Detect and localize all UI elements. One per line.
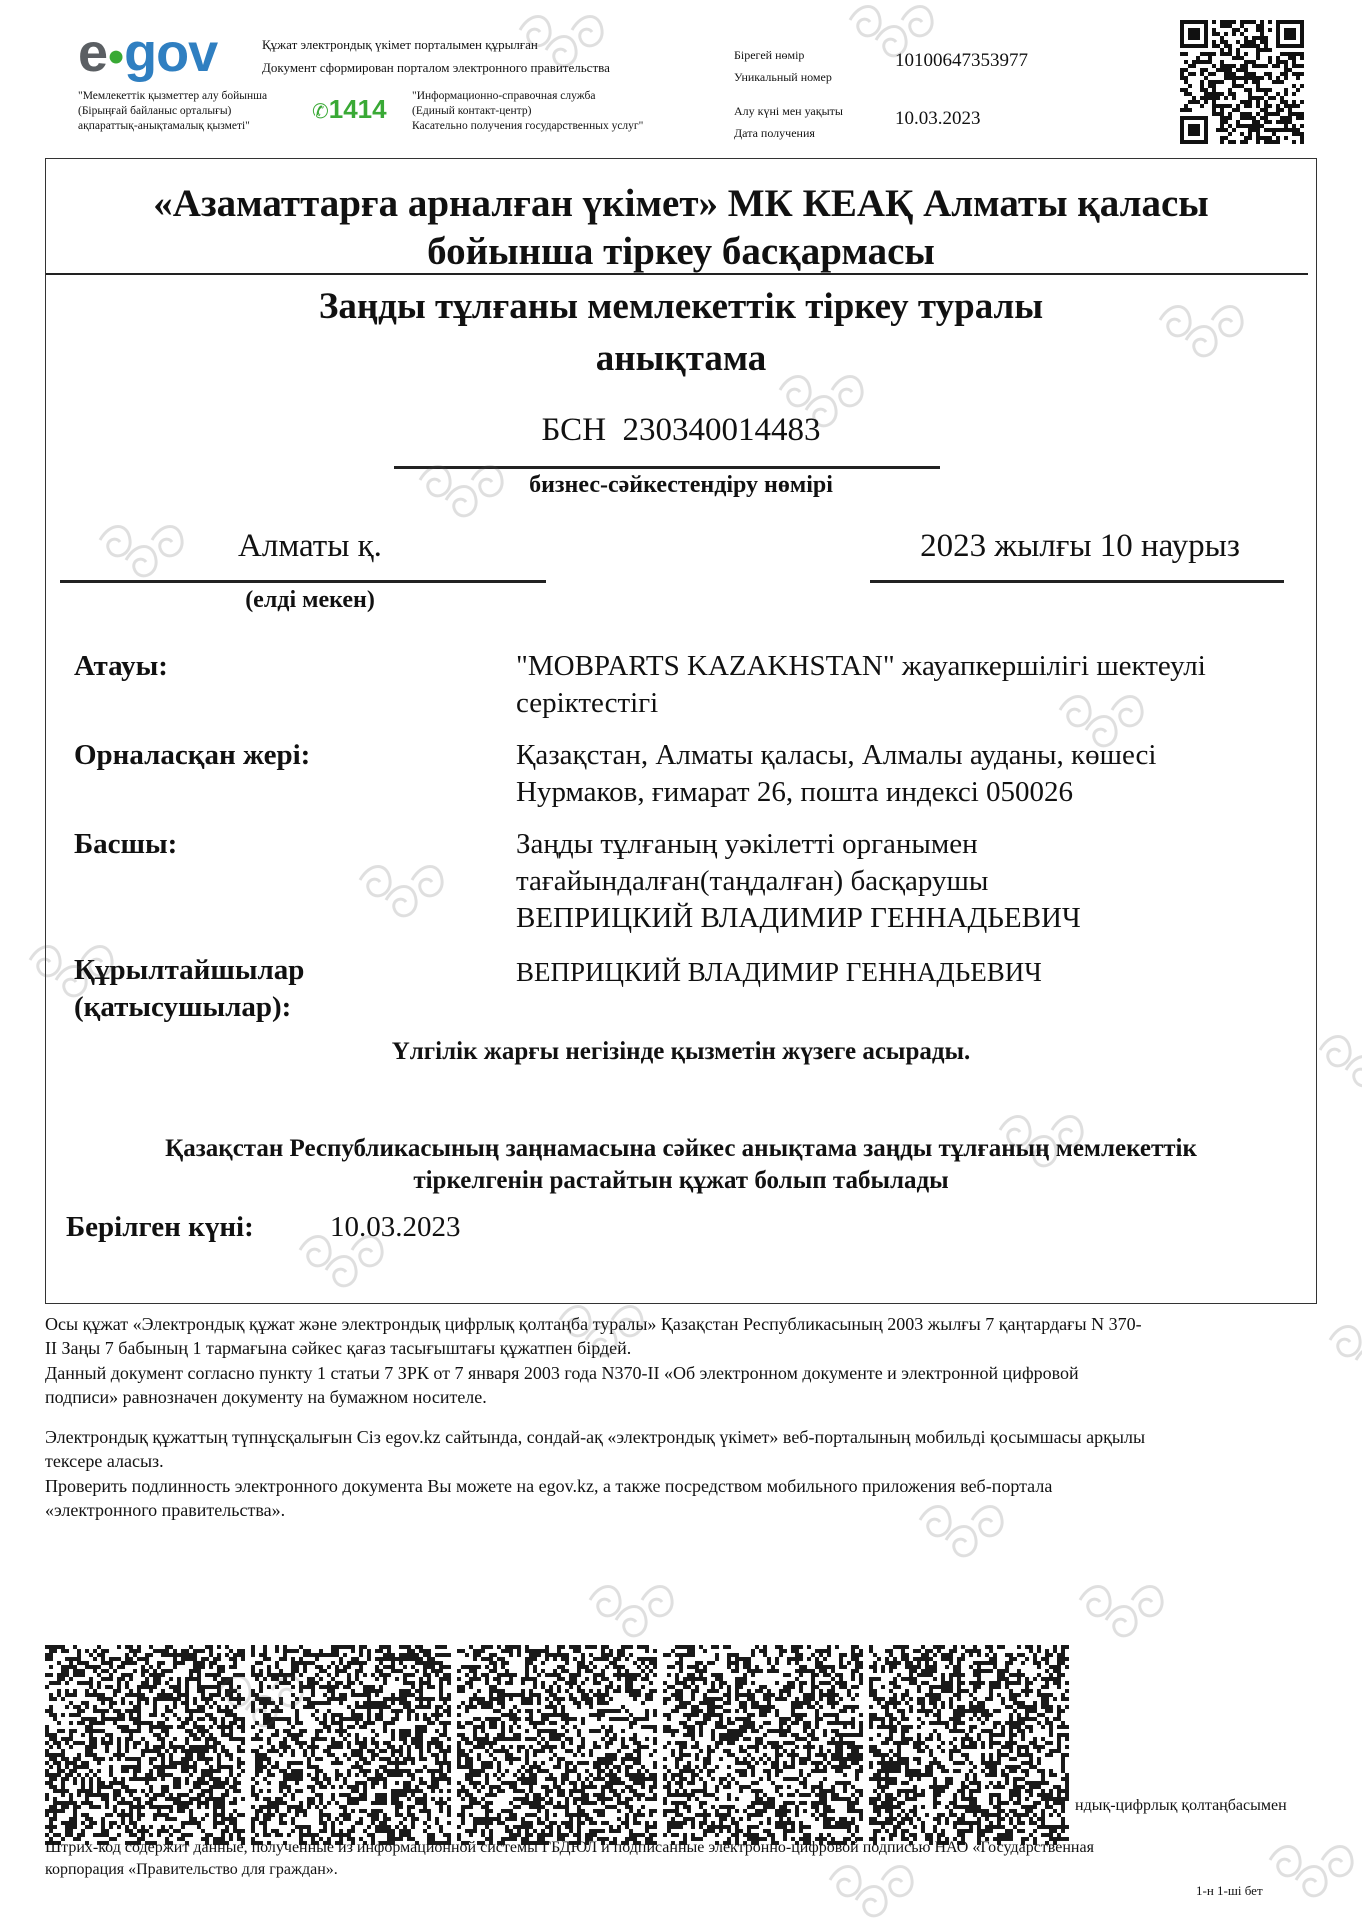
field-value-location: Қазақстан, Алматы қаласы, Алмалы ауданы, көшесі Нурмаков, ғимарат 26, пошта индексі 050026 — [516, 739, 1157, 808]
info-service-text: "Информационно-справочная служба (Единый контакт-центр) Касательно получения государственных услуг" — [412, 90, 644, 132]
city-caption: (елді мекен) — [245, 587, 375, 613]
legal-note: Қазақстан Республикасының заңнамасына сәйкес анықтама заңды тұлғаның мемлекеттік тіркелгенін растайтын құжат болып табылады — [165, 1135, 1197, 1194]
date-underline — [870, 580, 1284, 583]
phone-icon: ✆ — [312, 101, 329, 123]
footer-verify-kz: Электрондық құжаттың түпнұсқалығын Сіз egov.kz сайтында, сондай-ақ «электрондық үкімет» веб-порталының мобильді қосымшасы арқылы тексере аласыз. — [45, 1427, 1146, 1471]
page-counter: 1-н 1-ші бет — [1196, 1883, 1263, 1898]
city-underline — [60, 580, 546, 583]
contact-phone: ✆1414 — [312, 94, 387, 124]
field-label-head: Басшы: — [74, 828, 178, 860]
field-value-name: "MOBPARTS KAZAKHSTAN" жауапкершілігі шектеулі серіктестігі — [516, 650, 1206, 719]
field-value-founders: ВЕПРИЦКИЙ ВЛАДИМИР ГЕННАДЬЕВИЧ — [516, 957, 1042, 987]
document-date: 2023 жылғы 10 наурыз — [920, 528, 1240, 564]
portal-text-ru: Документ сформирован порталом электронного правительства — [262, 60, 610, 75]
charter-note: Үлгілік жарғы негізінде қызметін жүзеге асырады. — [391, 1038, 971, 1065]
document-title: Заңды тұлғаны мемлекеттік тіркеу туралы анықтама — [318, 286, 1044, 379]
signature-barcode-icon — [45, 1645, 1075, 1845]
issuer-title: «Азаматтарға арналған үкімет» МК КЕАҚ Алматы қаласы бойынша тіркеу басқармасы — [153, 182, 1209, 273]
field-label-founders: Құрылтайшылар (қатысушылар): — [74, 954, 305, 1023]
bin-underline — [394, 466, 940, 469]
footer-legal-ru: Данный документ согласно пункту 1 статьи 7 ЗРК от 7 января 2003 года N370-II «Об электронном документе и электронной цифровой подписи» равнозначен документу на бумажном носителе. — [45, 1363, 1079, 1407]
issue-date-label: Берілген күні: — [66, 1211, 254, 1243]
unique-number: 10100647353977 — [895, 50, 1028, 71]
issue-date: 10.03.2023 — [330, 1211, 461, 1243]
barcode-caption-ru: Штрих-код содержит данные, полученные из информационной системы ГБДЮЛ и подписанные электронно-цифровой подписью НАО «Государственная корпорация «Правительство для граждан». — [45, 1839, 1094, 1878]
bin-caption: бизнес-сәйкестендіру нөмірі — [529, 472, 833, 498]
field-value-head: Заңды тұлғаның уәкілетті органымен тағайындалған(таңдалған) басқарушы ВЕПРИЦКИЙ ВЛАДИМИР ГЕННАДЬЕВИЧ — [516, 828, 1081, 934]
bin-number: БСН 230340014483 — [541, 412, 821, 448]
title-divider — [46, 273, 1308, 275]
field-label-location: Орналасқан жері: — [74, 739, 311, 771]
logo-dot-icon: ● — [107, 39, 125, 73]
footer-verify-ru: Проверить подлинность электронного документа Вы можете на egov.kz, а также посредством мобильного приложения веб-портала «электронного правительства». — [45, 1476, 1053, 1520]
barcode-caption-kz: ндық-цифрлық қолтаңбасымен — [1075, 1797, 1287, 1814]
city: Алматы қ. — [238, 528, 382, 564]
date-label: Алу күні мен уақыты Дата получения — [734, 104, 843, 140]
footer-legal-kz: Осы құжат «Электрондық құжат және электрондық цифрлық қолтаңба туралы» Қазақстан Республикасының 2003 жылғы 7 қаңтардағы N 370- II Заңы 7 бабының 1 тармағына сәйкес қағаз тасығыштағы құжатпен бірдей. — [45, 1314, 1142, 1358]
portal-text-kz: Құжат электрондық үкімет порталымен құрылған — [262, 37, 538, 52]
qr-code-icon — [1180, 20, 1304, 144]
field-label-name: Атауы: — [74, 650, 168, 682]
egov-logo: e●gov — [78, 23, 218, 83]
service-center-text: "Мемлекеттік қызметтер алу бойынша (Бірыңғай байланыс орталығы) ақпараттық-анықтамалық қызметі" — [78, 90, 268, 132]
receipt-date: 10.03.2023 — [895, 108, 981, 129]
unique-number-label: Бірегей нөмір Уникальный номер — [734, 48, 832, 84]
